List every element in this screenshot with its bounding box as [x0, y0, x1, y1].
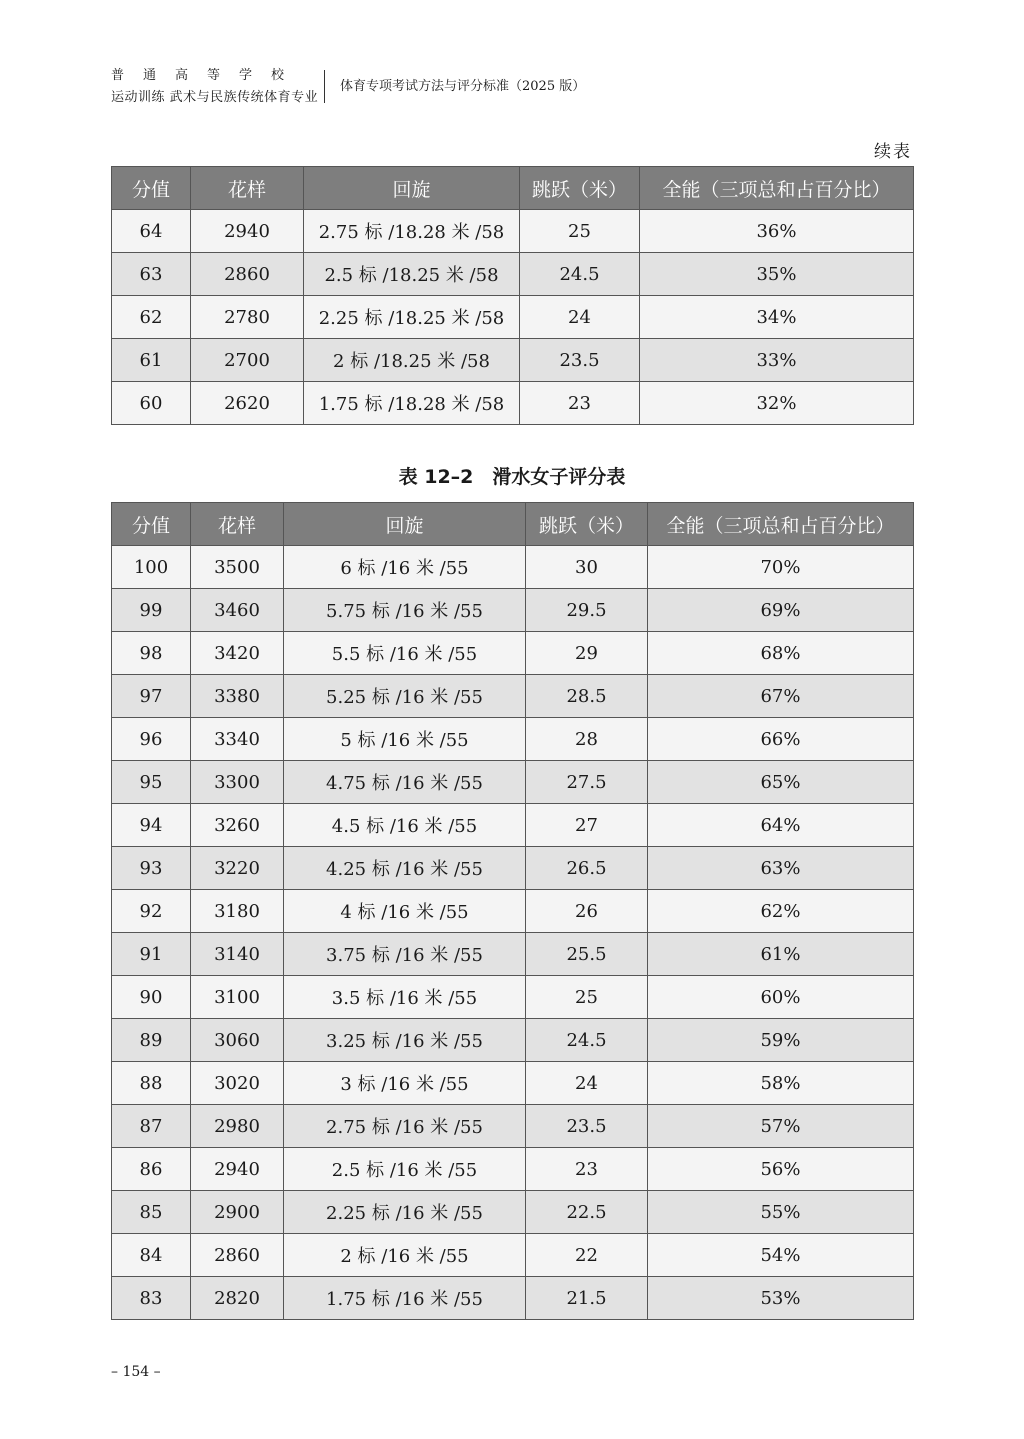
table-cell: 2.5 标 /16 米 /55: [284, 1148, 526, 1191]
table-cell: 3.5 标 /16 米 /55: [284, 976, 526, 1019]
table-cell: 28.5: [526, 675, 648, 718]
table-cell: 88: [112, 1062, 191, 1105]
table-cell: 3340: [191, 718, 284, 761]
table-cell: 66%: [648, 718, 914, 761]
page-number: – 154 –: [111, 1364, 161, 1380]
table-cell: 85: [112, 1191, 191, 1234]
table-cell: 96: [112, 718, 191, 761]
table-cell: 67%: [648, 675, 914, 718]
table-cell: 25: [520, 210, 640, 253]
table-cell: 63: [112, 253, 191, 296]
table-cell: 22: [526, 1234, 648, 1277]
table-cell: 2.25 标 /16 米 /55: [284, 1191, 526, 1234]
table-cell: 3 标 /16 米 /55: [284, 1062, 526, 1105]
column-header: 回旋: [304, 167, 520, 210]
table-cell: 89: [112, 1019, 191, 1062]
table-cell: 4.5 标 /16 米 /55: [284, 804, 526, 847]
table-cell: 30: [526, 546, 648, 589]
table-row: [112, 296, 914, 339]
table-cell: 22.5: [526, 1191, 648, 1234]
table-cell: 2820: [191, 1277, 284, 1320]
table-cell: 33%: [640, 339, 914, 382]
table-row: [112, 761, 914, 804]
table-cell: 100: [112, 546, 191, 589]
table-cell: 28: [526, 718, 648, 761]
table-cell: 58%: [648, 1062, 914, 1105]
table-row: [112, 632, 914, 675]
table-cell: 2.25 标 /18.25 米 /58: [304, 296, 520, 339]
table-header-row: [112, 503, 914, 546]
table-cell: 2620: [191, 382, 304, 425]
table-cell: 35%: [640, 253, 914, 296]
column-header: 花样: [191, 503, 284, 546]
table-cell: 87: [112, 1105, 191, 1148]
table-cell: 5.75 标 /16 米 /55: [284, 589, 526, 632]
table-row: [112, 1191, 914, 1234]
table-cell: 64: [112, 210, 191, 253]
table-cell: 99: [112, 589, 191, 632]
women-waterski-score-table: [111, 502, 914, 1320]
table-body: [112, 546, 914, 1320]
table-cell: 6 标 /16 米 /55: [284, 546, 526, 589]
column-header: 回旋: [284, 503, 526, 546]
table-cell: 3300: [191, 761, 284, 804]
table-cell: 27: [526, 804, 648, 847]
column-header: 花样: [191, 167, 304, 210]
table-cell: 92: [112, 890, 191, 933]
table-row: [112, 1105, 914, 1148]
table-cell: 4 标 /16 米 /55: [284, 890, 526, 933]
table-cell: 2900: [191, 1191, 284, 1234]
table-cell: 97: [112, 675, 191, 718]
table-cell: 3500: [191, 546, 284, 589]
table-row: [112, 1019, 914, 1062]
table-cell: 1.75 标 /16 米 /55: [284, 1277, 526, 1320]
table-cell: 24.5: [520, 253, 640, 296]
table-cell: 32%: [640, 382, 914, 425]
table-body: [112, 210, 914, 425]
table-cell: 5.5 标 /16 米 /55: [284, 632, 526, 675]
table-cell: 91: [112, 933, 191, 976]
table-cell: 3020: [191, 1062, 284, 1105]
column-header: 全能（三项总和占百分比）: [640, 167, 914, 210]
table-cell: 3260: [191, 804, 284, 847]
table-cell: 3460: [191, 589, 284, 632]
table-row: [112, 546, 914, 589]
table-cell: 54%: [648, 1234, 914, 1277]
header-book-title: 体育专项考试方法与评分标准（2025 版）: [340, 79, 586, 94]
table-cell: 3140: [191, 933, 284, 976]
table-cell: 86: [112, 1148, 191, 1191]
table-cell: 2940: [191, 210, 304, 253]
table-row: [112, 890, 914, 933]
table-row: [112, 933, 914, 976]
table-cell: 25.5: [526, 933, 648, 976]
table-header-row: [112, 167, 914, 210]
table-cell: 62: [112, 296, 191, 339]
table-row: [112, 339, 914, 382]
table-cell: 29: [526, 632, 648, 675]
table-row: [112, 382, 914, 425]
table-cell: 55%: [648, 1191, 914, 1234]
table-cell: 2940: [191, 1148, 284, 1191]
table-cell: 25: [526, 976, 648, 1019]
table-row: [112, 804, 914, 847]
table-row: [112, 253, 914, 296]
table-cell: 61: [112, 339, 191, 382]
column-header: 跳跃（米）: [520, 167, 640, 210]
table-cell: 53%: [648, 1277, 914, 1320]
table-cell: 2860: [191, 1234, 284, 1277]
table-caption: 表 12–2 滑水女子评分表: [398, 466, 626, 488]
table-cell: 1.75 标 /18.28 米 /58: [304, 382, 520, 425]
table-cell: 3180: [191, 890, 284, 933]
table-cell: 21.5: [526, 1277, 648, 1320]
column-header: 跳跃（米）: [526, 503, 648, 546]
table-cell: 94: [112, 804, 191, 847]
table-cell: 83: [112, 1277, 191, 1320]
column-header: 分值: [112, 167, 191, 210]
table-cell: 29.5: [526, 589, 648, 632]
table-row: [112, 1234, 914, 1277]
table-cell: 27.5: [526, 761, 648, 804]
header-divider: [324, 70, 325, 103]
table-cell: 23.5: [520, 339, 640, 382]
table-cell: 68%: [648, 632, 914, 675]
table-cell: 24.5: [526, 1019, 648, 1062]
table-cell: 57%: [648, 1105, 914, 1148]
table-cell: 90: [112, 976, 191, 1019]
table-cell: 3100: [191, 976, 284, 1019]
table-cell: 3220: [191, 847, 284, 890]
table-row: [112, 1277, 914, 1320]
table-cell: 26: [526, 890, 648, 933]
table-cell: 65%: [648, 761, 914, 804]
table-cell: 4.75 标 /16 米 /55: [284, 761, 526, 804]
table-row: [112, 976, 914, 1019]
table-cell: 61%: [648, 933, 914, 976]
table-row: [112, 589, 914, 632]
table-cell: 23: [526, 1148, 648, 1191]
column-header: 全能（三项总和占百分比）: [648, 503, 914, 546]
table-row: [112, 1148, 914, 1191]
table-cell: 3420: [191, 632, 284, 675]
table-cell: 4.25 标 /16 米 /55: [284, 847, 526, 890]
table-cell: 64%: [648, 804, 914, 847]
table-cell: 34%: [640, 296, 914, 339]
table-cell: 2 标 /16 米 /55: [284, 1234, 526, 1277]
table-cell: 3.75 标 /16 米 /55: [284, 933, 526, 976]
table-cell: 2780: [191, 296, 304, 339]
table-cell: 5.25 标 /16 米 /55: [284, 675, 526, 718]
table-cell: 63%: [648, 847, 914, 890]
table-cell: 60%: [648, 976, 914, 1019]
table-cell: 2700: [191, 339, 304, 382]
table-cell: 23.5: [526, 1105, 648, 1148]
table-cell: 5 标 /16 米 /55: [284, 718, 526, 761]
table-cell: 56%: [648, 1148, 914, 1191]
table-cell: 2.75 标 /16 米 /55: [284, 1105, 526, 1148]
table-cell: 69%: [648, 589, 914, 632]
column-header: 分值: [112, 503, 191, 546]
header-major-title: 运动训练 武术与民族传统体育专业: [111, 90, 319, 105]
table-cell: 60: [112, 382, 191, 425]
table-row: [112, 675, 914, 718]
running-header-left: [111, 66, 318, 108]
table-cell: 3380: [191, 675, 284, 718]
table-row: [112, 210, 914, 253]
header-school-title: 普通高等学校: [111, 68, 304, 83]
table-cell: 2.5 标 /18.25 米 /58: [304, 253, 520, 296]
table-cell: 62%: [648, 890, 914, 933]
table-cell: 2.75 标 /18.28 米 /58: [304, 210, 520, 253]
table-cell: 84: [112, 1234, 191, 1277]
table-row: [112, 718, 914, 761]
table-cell: 98: [112, 632, 191, 675]
table-cell: 36%: [640, 210, 914, 253]
table-cell: 24: [526, 1062, 648, 1105]
table-cell: 59%: [648, 1019, 914, 1062]
table-cell: 70%: [648, 546, 914, 589]
table-row: [112, 847, 914, 890]
table-cell: 2 标 /18.25 米 /58: [304, 339, 520, 382]
continued-label: 续表: [874, 142, 912, 162]
table-cell: 95: [112, 761, 191, 804]
table-cell: 93: [112, 847, 191, 890]
score-table-continued: [111, 166, 914, 425]
table-cell: 2860: [191, 253, 304, 296]
table-cell: 24: [520, 296, 640, 339]
table-row: [112, 1062, 914, 1105]
table-cell: 3.25 标 /16 米 /55: [284, 1019, 526, 1062]
table-cell: 2980: [191, 1105, 284, 1148]
table-cell: 23: [520, 382, 640, 425]
table-cell: 3060: [191, 1019, 284, 1062]
table-cell: 26.5: [526, 847, 648, 890]
